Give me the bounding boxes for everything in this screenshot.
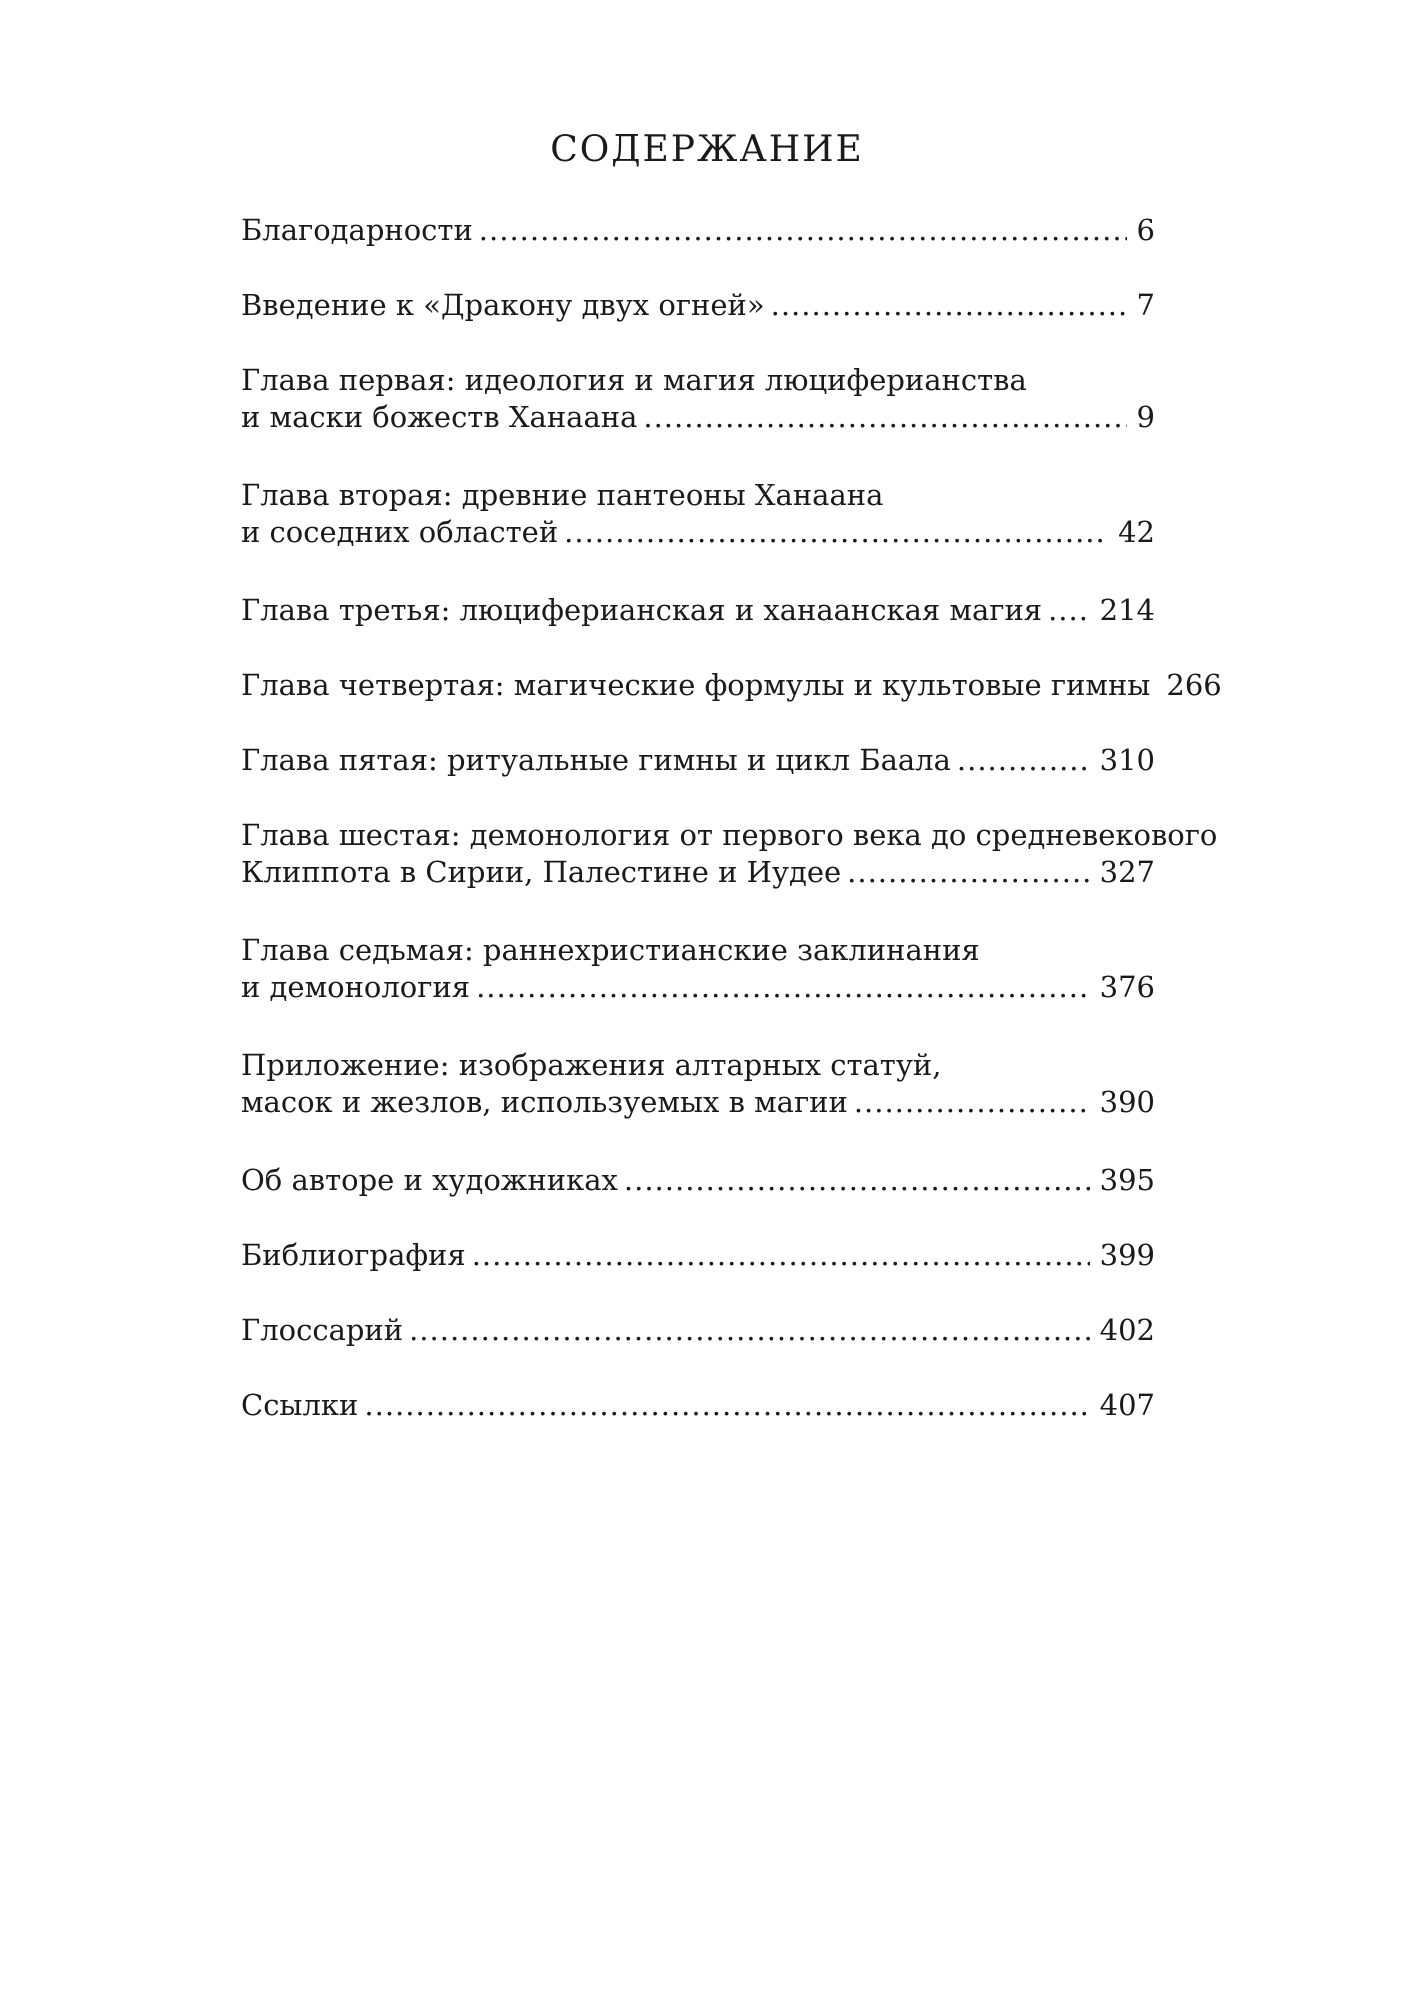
toc-page-number: 395 (1099, 1163, 1155, 1197)
toc-entry-chapter-4[interactable] (241, 667, 1222, 704)
leader-dots (624, 1162, 1090, 1199)
toc-entry-title: и демонология (241, 970, 471, 1004)
toc-entry-introduction[interactable] (241, 287, 1155, 324)
toc-page-number: 402 (1099, 1313, 1155, 1347)
toc-entry-title-line: Глава шестая: демонология от первого века до средневекового (241, 818, 1218, 852)
leader-dots (643, 399, 1126, 436)
toc-entry-chapter-5[interactable] (241, 742, 1155, 779)
toc-entry-title: Библиография (241, 1238, 466, 1272)
toc-page-number: 214 (1099, 593, 1155, 627)
toc-page-number: 399 (1099, 1238, 1155, 1272)
toc-entry-title: Глоссарий (241, 1313, 404, 1347)
toc-entry-chapter-7[interactable] (241, 932, 1155, 1006)
toc-entry-glossary[interactable] (241, 1312, 1155, 1349)
toc-page-number: 407 (1099, 1388, 1155, 1422)
leader-dots (472, 1237, 1090, 1274)
toc-page-number: 7 (1136, 288, 1155, 322)
toc-entry-about-author[interactable] (241, 1162, 1155, 1199)
leader-dots (364, 1387, 1089, 1424)
leader-dots (854, 1084, 1090, 1121)
toc-entry-acknowledgements[interactable] (241, 212, 1155, 249)
toc-entry-title: Ссылки (241, 1388, 359, 1422)
leader-dots (1048, 592, 1090, 629)
toc-entry-title: Введение к «Дракону двух огней» (241, 288, 765, 322)
toc-page-number: 266 (1166, 668, 1222, 702)
toc-entry-title: Глава третья: люциферианская и ханаанская магия (241, 593, 1043, 627)
toc-entry-title-line: Глава седьмая: раннехристианские заклинания (241, 933, 980, 967)
toc-entry-title: и соседних областей (241, 515, 559, 549)
leader-dots (479, 212, 1127, 249)
toc-entry-chapter-6[interactable] (241, 817, 1218, 891)
toc-page-number: 9 (1136, 400, 1155, 434)
toc-entry-title: Глава четвертая: магические формулы и культовые гимны (241, 668, 1151, 702)
toc-entry-title: Глава пятая: ритуальные гимны и цикл Баала (241, 743, 951, 777)
toc-entry-title-line: Приложение: изображения алтарных статуй, (241, 1048, 942, 1082)
leader-dots (409, 1312, 1090, 1349)
toc-entry-chapter-2[interactable] (241, 477, 1155, 551)
toc-entry-title: Клиппота в Сирии, Палестине и Иудее (241, 855, 842, 889)
leader-dots (564, 514, 1108, 551)
toc-entry-title: масок и жезлов, используемых в магии (241, 1085, 848, 1119)
toc-entry-title: Об авторе и художниках (241, 1163, 618, 1197)
leader-dots (476, 969, 1090, 1006)
toc-page-number: 376 (1099, 970, 1155, 1004)
toc-page-number: 6 (1136, 213, 1155, 247)
leader-dots (957, 742, 1090, 779)
toc-entry-chapter-3[interactable] (241, 592, 1155, 629)
toc-entry-title: Благодарности (241, 213, 473, 247)
toc-page-number: 327 (1099, 855, 1155, 889)
toc-page-number: 310 (1099, 743, 1155, 777)
leader-dots (771, 287, 1127, 324)
toc-entry-title-line: Глава вторая: древние пантеоны Ханаана (241, 478, 884, 512)
toc-entry-bibliography[interactable] (241, 1237, 1155, 1274)
toc-entry-references[interactable] (241, 1387, 1155, 1424)
toc-entry-title-line: Глава первая: идеология и магия люциферианства (241, 363, 1027, 397)
toc-entry-chapter-1[interactable] (241, 362, 1155, 436)
toc-page-number: 42 (1118, 515, 1155, 549)
toc-entry-title: и маски божеств Ханаана (241, 400, 638, 434)
toc-page-number: 390 (1099, 1085, 1155, 1119)
toc-entry-appendix[interactable] (241, 1047, 1155, 1121)
leader-dots (847, 854, 1089, 891)
toc-title: СОДЕРЖАНИЕ (550, 129, 864, 170)
